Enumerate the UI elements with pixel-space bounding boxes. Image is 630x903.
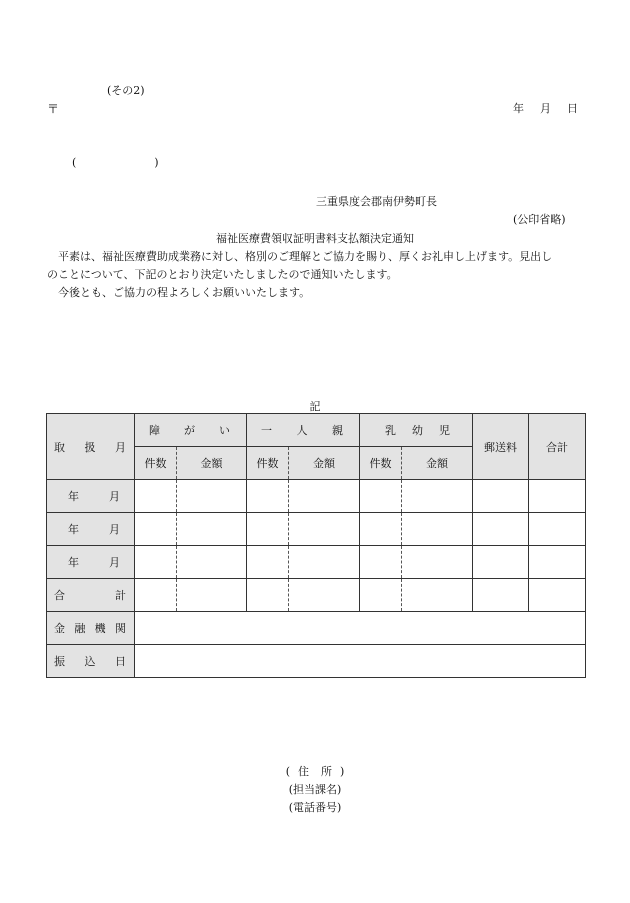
cell-postage[interactable] bbox=[473, 480, 529, 513]
row-label-bank: 金 融 機 関 bbox=[47, 612, 135, 645]
row-label-month: 年 月 bbox=[47, 513, 135, 546]
cell-single-parent-count[interactable] bbox=[247, 546, 289, 579]
cell-disability-amount[interactable] bbox=[177, 480, 247, 513]
subheader-amount: 金額 bbox=[177, 447, 247, 480]
date-year-label: 年 bbox=[513, 102, 524, 115]
row-label-month: 年 月 bbox=[47, 546, 135, 579]
form-number: (その2) bbox=[107, 84, 145, 97]
table-row-bank bbox=[47, 612, 586, 645]
ki-label: 記 bbox=[309, 400, 321, 413]
cell-grand-total[interactable] bbox=[529, 579, 586, 612]
cell-transfer-date[interactable] bbox=[135, 645, 586, 678]
header-handling-month: 取 扱 月 bbox=[47, 414, 135, 480]
header-disability: 障 が い bbox=[135, 414, 247, 447]
table-row-total bbox=[47, 579, 586, 612]
cell-postage-total[interactable] bbox=[473, 579, 529, 612]
cell-infant-count-total[interactable] bbox=[360, 579, 402, 612]
subheader-count: 件数 bbox=[135, 447, 177, 480]
date-month-label: 月 bbox=[540, 102, 551, 115]
table-row bbox=[47, 480, 586, 513]
cell-single-parent-amount[interactable] bbox=[289, 513, 360, 546]
issue-date bbox=[513, 100, 578, 116]
cell-single-parent-amount-total[interactable] bbox=[289, 579, 360, 612]
addressee-close-paren: ) bbox=[154, 156, 159, 169]
header-total: 合計 bbox=[529, 414, 586, 480]
cell-postage[interactable] bbox=[473, 513, 529, 546]
table-row bbox=[47, 546, 586, 579]
row-label-month: 年 月 bbox=[47, 480, 135, 513]
header-postage: 郵送料 bbox=[473, 414, 529, 480]
postal-mark: 〒 bbox=[47, 102, 60, 116]
cell-single-parent-count[interactable] bbox=[247, 480, 289, 513]
row-label-total: 合 計 bbox=[47, 579, 135, 612]
cell-disability-amount-total[interactable] bbox=[177, 579, 247, 612]
cell-infant-amount[interactable] bbox=[402, 513, 473, 546]
addressee-open-paren: ( bbox=[72, 156, 77, 169]
issuer-name: 三重県度会郡南伊勢町長 bbox=[316, 195, 437, 208]
cell-infant-amount-total[interactable] bbox=[402, 579, 473, 612]
cell-disability-count[interactable] bbox=[135, 546, 177, 579]
subheader-count: 件数 bbox=[360, 447, 402, 480]
notice-line-3: 今後とも、ご協力の程よろしくお願いいたします。 bbox=[58, 286, 311, 299]
footer-address: ( 住 所 ) bbox=[285, 765, 345, 778]
cell-single-parent-count[interactable] bbox=[247, 513, 289, 546]
subheader-amount: 金額 bbox=[402, 447, 473, 480]
payment-table bbox=[46, 413, 586, 678]
cell-postage[interactable] bbox=[473, 546, 529, 579]
cell-single-parent-amount[interactable] bbox=[289, 480, 360, 513]
notice-body bbox=[47, 248, 587, 302]
cell-single-parent-count-total[interactable] bbox=[247, 579, 289, 612]
cell-bank[interactable] bbox=[135, 612, 586, 645]
cell-total[interactable] bbox=[529, 513, 586, 546]
cell-infant-amount[interactable] bbox=[402, 480, 473, 513]
cell-infant-count[interactable] bbox=[360, 513, 402, 546]
cell-infant-count[interactable] bbox=[360, 546, 402, 579]
subheader-amount: 金額 bbox=[289, 447, 360, 480]
cell-infant-count[interactable] bbox=[360, 480, 402, 513]
subheader-count: 件数 bbox=[247, 447, 289, 480]
footer-contact-section: (担当課名) bbox=[288, 783, 342, 796]
cell-total[interactable] bbox=[529, 546, 586, 579]
cell-disability-count[interactable] bbox=[135, 513, 177, 546]
seal-note: (公印省略) bbox=[513, 213, 566, 226]
cell-disability-count-total[interactable] bbox=[135, 579, 177, 612]
cell-total[interactable] bbox=[529, 480, 586, 513]
cell-infant-amount[interactable] bbox=[402, 546, 473, 579]
header-single-parent: 一 人 親 bbox=[247, 414, 360, 447]
date-day-label: 日 bbox=[567, 102, 578, 115]
header-infant: 乳 幼 児 bbox=[360, 414, 473, 447]
cell-disability-amount[interactable] bbox=[177, 546, 247, 579]
document-title: 福祉医療費領収証明書料支払額決定通知 bbox=[216, 232, 414, 245]
row-label-transfer-date: 振 込 日 bbox=[47, 645, 135, 678]
table-row bbox=[47, 513, 586, 546]
cell-single-parent-amount[interactable] bbox=[289, 546, 360, 579]
cell-disability-count[interactable] bbox=[135, 480, 177, 513]
footer-phone: (電話番号) bbox=[288, 801, 342, 814]
table-row-transfer-date bbox=[47, 645, 586, 678]
notice-line-2: のことについて、下記のとおり決定いたしましたので通知いたします。 bbox=[47, 268, 398, 281]
cell-disability-amount[interactable] bbox=[177, 513, 247, 546]
notice-line-1: 平素は、福祉医療費助成業務に対し、格別のご理解とご協力を賜り、厚くお礼申し上げます。見出し bbox=[58, 250, 553, 263]
addressee-field bbox=[72, 156, 159, 169]
